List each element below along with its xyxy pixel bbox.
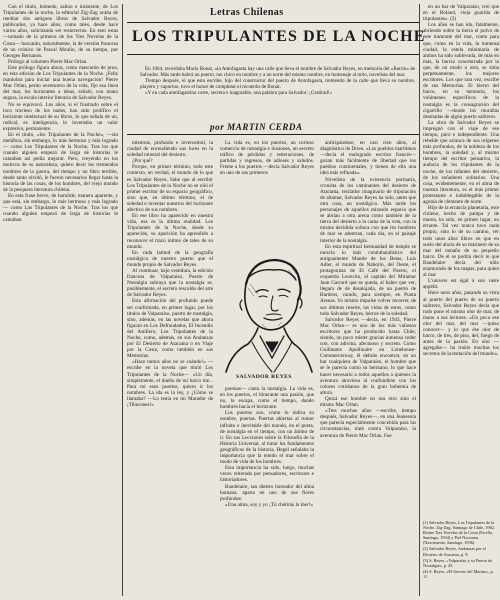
title-rule xyxy=(127,54,419,55)
byline-rule xyxy=(127,134,419,135)
paragraph: Este prólogo figura ahora, como mascarón de proa, en esta edición de Los Tripulantes de la Noche. ¡Feliz maniobra para iniciar una buena navegación! Pierre Mac Orlan, perito aventurero de la vida, fijo esa línea del mar, los horizontes a ideas, señaló, con mano segura, la escala interior literaria de Salvador Reyes. xyxy=(3,64,118,102)
paragraph: Quizá ese hombre no sea otro sino el mismo Mac Orlan. xyxy=(320,395,416,409)
paragraph: En esta frase breve, de humilde, manera aparente, y que está, sin embargo, lo más hermoso y más logrado — como Los Tripulantes de la Noche. Tras los que cuando alguien empezó de larga de historias le cantaban. xyxy=(3,192,118,224)
paragraph: Con el título, húmedo, salino e insistente, de Los Tripulantes de la noche, la editorial Zig-Zag acaba de reeditar dos antiguos libros de Salvador Reyes, publicados, ya hace años, como tales, desde hace varios años, solicitando ser resurrectos. En esto estas —tomado de la primera de los Tres Novelas de la Costa— buscarán, naturalmente, la de versión francesa de un crónico de Pascal Moulin, de su tiempo, por Georges Bernanos. xyxy=(3,4,118,59)
paragraph: Baudelaire, tan diestro bureador del alma humana, aparta en uno de sus flores profundas: xyxy=(220,483,314,502)
paragraph: Salvador Reyes —decía, en 1943, Pierre Mac Orlan— es uno de los más valiosos escritores que ha producido hasta Chile, siendo, un poco mister gracias inmenso ceder con, con adivina, afectuoso y secreto. Como Guillaume Apollinaire en Limehouse-Commercerway, él debido encontrar, en un bar cualquiera de Valparaíso, el hombre que se le parecía como su hermano, lo que hace hacer necesario a todos aquellos a quienes la aventura atraviesa al confundirse con los colores cotidianos de la gran bohemia de altura. xyxy=(320,316,416,396)
article-column-3-lower xyxy=(220,386,314,596)
paragraph: Tiempo después, el que esto escribe, hijo del constructor del puerto de Antofagasta, tremendo de la calle que lleva su nombre, playero y vaporino, tuvo el honor de completar el recuerdo de Bonat. xyxy=(140,78,415,91)
paragraph: En el título, «los Tripulantes de la Noche», —sin metáfora, sin embargo, lo más hermoso y más logrado— como Los Tripulantes de la Noche, Tras los que cuando alguien empezó de larga de historias le cantaban así pedía mejorar. Pero, creyendo en los motivos de su naturaleza, quiero decir los tremendos nombres de la guerra, del tiempo y un libro terrible, desde tanto olvidó, le fueron necesarios llegar hasta la historia de las cosas, de los hombres, del viejo mundo de la pesquera literatura chilena. xyxy=(3,131,118,193)
article-intro xyxy=(140,66,415,96)
section-heading: Letras Chilenas xyxy=(210,7,284,18)
article-column-3 xyxy=(220,140,314,248)
paragraph: Los años se han ido, fatalmente, abriendo sobre la tierra el polvo de este tramonte del mar, como para que, como en la vida, la inmensa ciudad, la estela minimaria de ambos ha sido sublevada, de más en más, la barcia concentrada por la que, de un modo u otro, se sitúa perpetuamente, los mejores escritores. Los que rara vez, escribe de sus Memorias. El hierro del barco, en su memoria, los volúmenes específicos de la nostalgia es la consagración del cigarrillo —donde los murallas desmadas de algún puerto salitrero. xyxy=(423,22,499,120)
paragraph: En cada latitud de la geografía nostálgica de nuestro puerto que el mundo propio de Salvador Reyes. xyxy=(127,249,213,268)
paragraph: La obra de Salvador Reyes se impregnó con el viaje de ese tiempo, puro e independiente. Una rebelde que arranca de sus orígenes más profundos, de la nobleza de los hombres, la soledad y, al mismo tiempo del escritor pensativo, la audacia de los tripulantes de la noche, de los infantes del desierto, de los soñadores solitarios. Una cosa, evidentemente, en el alma de nuestra literatura, es el más primer protestante e indoblegable de la agonía de clemente de norte. xyxy=(423,119,499,205)
paragraph: En esta espiritual hermandad de temple se mezcla lo más contrabandístico del antiguamente Mantle de los Betas, Luis Adler, el mundo de Naborío, del Oeste, el protagonista de El Café del Puerto, el coquetón Leoncito, el capitán del Miramar Jaun Garrard que se queda, al haber que ver, llegara de de desalojada, de un puerto de Burdeos, varado, para siempre, en Punta Arenas. Yo mismo impulse volver recorrer, de sus últimos reserte, las vidas de estos, como todo Salvador Reyes, hérroe de la soledad. xyxy=(320,243,416,317)
paragraph: Porque, en primer término, todo este contexto, en verdad, el mundo de lo que es Salvador Reyes. Sabe que al escribir Los Tripulantes de la Noche no se olió el primer escritor de su espacio geográfico, sino que, en último término, el de soledad e inventar nuestros del horizonte afectivo de sus nombres. xyxy=(127,164,213,214)
paragraph: Los puertos son, como lo indica su nombre, puertas. Puertas abiertas al rumor infinito e inevitable del mundo, en el poeta, de nostalgia en el tiempo, con un ánimo de ir. En sus Lecciones sobre la Filosofía de la Historia Universal, al tratar los fundamentos geográficos de la historia, Hegel señalaba la importancia que la tenido el mar sobre el modo de vida de los hombres. xyxy=(220,410,314,466)
paragraph: La vida es, en los puertos, un curioso comercio de nostalgia e ilusiones, un secreto tráfico de pérdidas y reiteraciones, de partidas y regresos, de adioses y saludos. Frente a los puertos —decía Salvador Reyes en uno de sus primeros xyxy=(220,140,314,177)
article-column-2 xyxy=(127,140,213,596)
paragraph: en un bar de Valparaíso, creí que en el Roland, vieja guarida de tripulantes». (2) xyxy=(423,4,499,23)
paragraph: (2) Salvador Reyes, Andanzas por el Desierto de Atacama, p. 9. xyxy=(423,546,486,557)
paragraph: L'univers est égal à son vaste appétit. xyxy=(423,278,499,291)
paragraph: «Y en cada antofagastino corre, secreta e inagotable, una palabra para Salvador: ¡Gratitud!» xyxy=(145,90,333,97)
portrait-sketch xyxy=(218,248,316,376)
article-column-4 xyxy=(320,140,416,596)
paragraph: (1) Salvador Reyes, Los Tripulantes de la Noche. Zig-Zag, Santiago de Chile, 1962. Reúne Tres Novelas de la Costa (Ercilla, Santiago, 1934) y Piel Nocturna (Nascimento, Santiago, 1936). xyxy=(423,520,495,546)
paragraph: «Tres muchos años —escribe, tiempo después, Salvador Reyes—, en una Jeanesola que parecía especialmente concebida para las circunstancias, traté contra Valparaíso, la aventura de Pierre Mac Orlan. Fue xyxy=(320,408,416,439)
paragraph: Prólogo al volumen Pierre Mac Orlan. xyxy=(8,58,88,65)
paragraph: ¿Por qué? xyxy=(132,158,153,165)
header-rule xyxy=(127,22,419,23)
article-column-left xyxy=(3,4,118,596)
paragraph: En ese libro ha aparecido en nuestra vida, esa es la última realidad. Los Tripulantes de la Noche, desde su aparecido, su aparición ha aprendido a reconocer el trazo íntimo de tales de su mundo. xyxy=(127,213,213,250)
paragraph: (3) S. Reyes, «Valparaíso y su Puerto de Nostalgia», p. 45. xyxy=(423,557,493,568)
footnotes xyxy=(423,520,499,596)
article-column-right xyxy=(423,4,499,564)
paragraph: En 1964, recordaba Mario Bonat, «la Antofagasta hay una calle que lleva el nombre de Salvador Reyes, en memoria del «Barrio» de Salvador. Más tarde habrá un puerto, tan chico en nombre y a un norte del mismo nombre, en homenaje al mito, novelista del mar. xyxy=(140,66,415,79)
paragraph: Hijo de la errancia planetaria, este chileno, hecho de pampa y de marea, ha sido, en primer lugar, un errante. Tal vez nunca tuvo nada propio, sino lo de su camino, ver todo unos años libros en que en suelo del ahora de su marinero de su mar del tamaño de su pequeño barco. De él se podría decir lo que Baudelaire decía del niño enamorado de los mapas, para quien al mar xyxy=(423,205,499,279)
portrait-caption: SALVADOR REYES xyxy=(236,374,292,380)
article-title: LOS TRIPULANTES DE LA NOCHE xyxy=(132,28,426,45)
paragraph: (4) S. Reyes, «El Secreto del Marino», p. 11. xyxy=(423,568,494,579)
paragraph: «Hace tantos años no se cuándo!» —escribe en la novela que tituló Los Tripulantes de la Noche— «Un día, simplemente, el dueño de mi barco me... Para mí esos puertos, quiero ir los nombres. La ida es la ley, y ¿Cómo se llamaba? —Lo tenía en mi Marador de ¡Tiburones!» xyxy=(127,359,213,409)
paragraph: Hace unos años, pasando su vista al puerto del puerto de su puerto salitrero, Salvador Reyes decía que todo pone el mismo olor de mar, de mano a sus lectores. «Un poco ese olor del mar, del mar —quiso conocer— y lo que ése olor de barco, de tres, de piso, del, fuego de antes de la pasión. En olor —agregaba— ha traído muchas los secretos de la tentación del mundo». xyxy=(423,290,499,358)
column-divider xyxy=(122,4,123,596)
paragraph: Esta importancia ha sido, luego, muchas veces reiterada por pensadores, escritores e historiadores. xyxy=(220,465,314,484)
paragraph: No se equivocó. Los años, si el frustrado sobre el loco travieso de los nados, han sido prolífico el horizonte intelectual de su libros, lo que señala de un, radical, es inteligencia, lo inventaba un valor expresivo, permanente. xyxy=(3,101,118,132)
paragraph: Novelista de la existencia portuaria, cronista de los caminantes del desierto de Atacama, recitador imaginario de tripulación de altamar, Salvador Reyes ha sido, antes que otra cosa, un nostálgico. Más tarde los personajes de aquellos mirando espacio que se abrían a otra arena como también de la tierra del desierto a la cama de la veta, con la misma decidida soltura con que los hombres de mar se adentran, cada día, en el paisaje interior de la nostalgia. xyxy=(320,176,416,244)
paragraph: Al continuar, bajo vestidura, la edición francesa de Valparaíso, Puerto de Nostalgia subraya que la nostalgia se, posiblemente, el secreto rescoldo del arte de Salvador Reyes. xyxy=(127,267,213,299)
paragraph: Esta afirmación del profundo puede ser confirmada, en primer lugar, por los títulos de Valparaíso, puerto de nostalgia, sino, además, en las novelas que ahora figuran en Los Defraudados, El Incendio del Astillero, Los Tripulantes de la Noche, como, además, en sus Andanzas por El Desierto de Atacama o en Viaje por la Costa, como también en sus Memorias. xyxy=(127,298,213,360)
article-byline: por MARTIN CERDA xyxy=(210,122,303,132)
column-divider xyxy=(419,4,420,596)
paragraph: «Una alma, soy y yo ¡Tú chérirás la mer!» xyxy=(225,501,314,508)
paragraph: poemas— canta la nostalgia. La vida es, en los puertos, el itinerante una pasión, que no, la escapa, como el tiempo, dando hombres hacia el horizonte. xyxy=(220,386,314,411)
paragraph: mientras, profunda e inverosímil, la ciudad de encendiendo sus luces en la soledad mineral del desierto. xyxy=(127,140,213,159)
paragraph: anticipándose, en casi cien años, al diagnóstico de Drieu. «Los pueblos marítimos —decía el malogrado escritor francés— gozan más fácilmente de libertad que los pueblos continentales, y tienen de ella una idea más refinada». xyxy=(320,140,416,177)
